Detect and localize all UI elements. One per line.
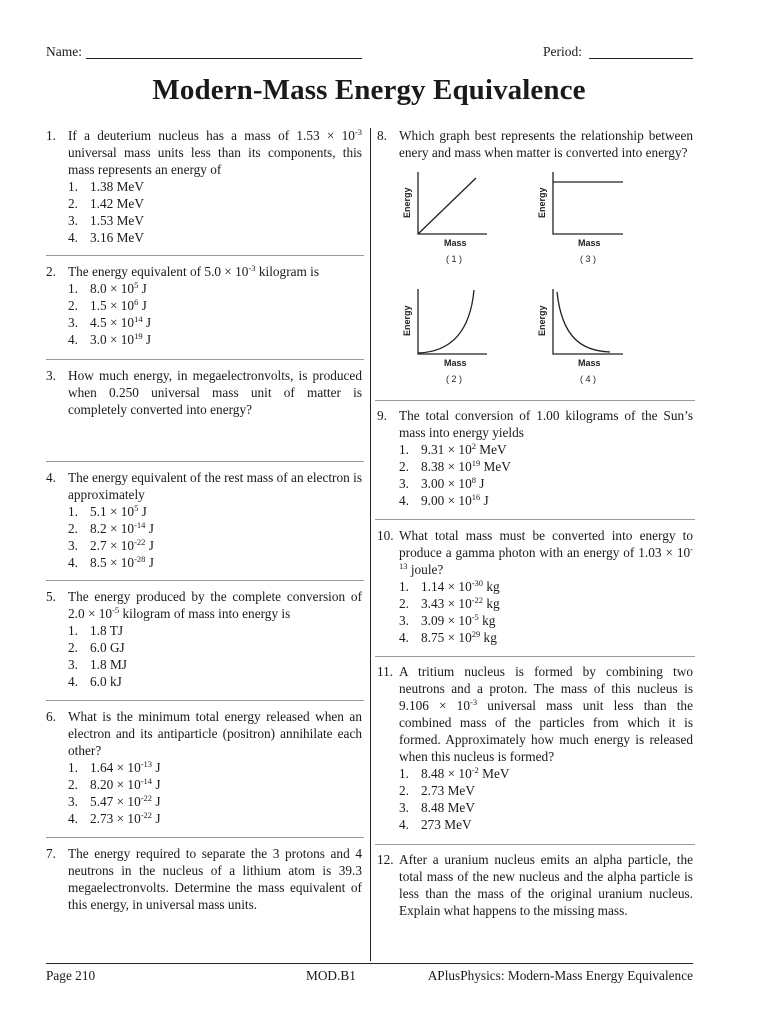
module-code: MOD.B1 [306, 968, 356, 983]
energy-mass-graphs [392, 168, 692, 398]
answer-option[interactable] [68, 331, 362, 348]
option-number: 2. [399, 459, 409, 474]
answer-option[interactable] [68, 622, 362, 639]
answer-option[interactable] [399, 458, 693, 475]
question-text: The energy required to separate the 3 protons and 4 neutrons in the nucleus of a lithium atom is 39.3 megaelectronvolts. Determine the mass equivalent of this energy, in universal mass units. [68, 846, 362, 912]
question-text: Which graph best represents the relationship between enery and mass when matter is converted into energy? [399, 128, 693, 160]
question-number: 11. [377, 664, 394, 679]
question-number: 1. [46, 128, 56, 143]
answer-option[interactable] [68, 639, 362, 656]
option-number: 4. [68, 674, 78, 689]
footer-source: APlusPhysics: Modern-Mass Energy Equivalence [427, 968, 693, 983]
question-11 [377, 663, 693, 833]
option-number: 1. [399, 442, 409, 457]
option-number: 1. [399, 766, 409, 781]
option-text: 3.16 MeV [90, 230, 144, 245]
period-field[interactable] [589, 58, 693, 59]
option-number: 2. [68, 521, 78, 536]
answer-option[interactable] [399, 765, 693, 782]
option-text: $8.38 \times 10^{19}$ MeV [421, 458, 511, 474]
question-number: 12. [377, 852, 394, 867]
option-number: 1. [68, 760, 78, 775]
option-text: $3.09 \times 10^{-5}$ kg [421, 612, 496, 628]
option-number: 4. [399, 817, 409, 832]
option-number: 3. [399, 800, 409, 815]
question-number: 7. [46, 846, 56, 861]
option-number: 2. [68, 640, 78, 655]
graph-4-xlabel: Mass [578, 358, 601, 368]
option-number: 2. [399, 596, 409, 611]
answer-option[interactable] [68, 297, 362, 314]
option-number: 4. [68, 230, 78, 245]
question-text: After a uranium nucleus emits an alpha particle, the total mass of the new nucleus and the alpha particle is less than the mass of the original uranium nucleus. Explain what happens to the missing mass. [399, 852, 693, 918]
option-number: 4. [68, 555, 78, 570]
graph-4-ylabel: Energy [537, 305, 547, 336]
answer-option[interactable] [68, 280, 362, 297]
option-text: 2.73 MeV [421, 783, 475, 798]
option-number: 3. [68, 213, 78, 228]
graph-1-xlabel: Mass [444, 238, 467, 248]
option-text: $8.2 \times 10^{-14}$ J [90, 520, 154, 536]
question-separator [46, 255, 364, 256]
question-separator [375, 519, 695, 520]
question-number: 9. [377, 408, 387, 423]
answer-option[interactable] [399, 595, 693, 612]
option-number: 3. [68, 657, 78, 672]
option-number: 3. [68, 794, 78, 809]
question-4 [46, 469, 362, 571]
question-text: A tritium nucleus is formed by combining two neutrons and a proton. The mass of this nucleus is $9.106 \times 10^{-3}$ universal mass unit less than the combined mass of the particles from which it is formed. Approximately how much energy is released when this nucleus is formed? [399, 664, 693, 764]
answer-option[interactable] [68, 554, 362, 571]
graph-3-caption: ( 3 ) [580, 254, 597, 264]
answer-option[interactable] [399, 629, 693, 646]
option-text: 273 MeV [421, 817, 472, 832]
option-text: $9.00 \times 10^{16}$ J [421, 492, 489, 508]
question-text: What total mass must be converted into energy to produce a gamma photon with an energy of $1.03 \times 10^{-13}$ joule? [399, 528, 693, 577]
option-text: $1.14 \times 10^{-30}$ kg [421, 578, 500, 594]
answer-option[interactable] [68, 793, 362, 810]
option-number: 4. [68, 811, 78, 826]
answer-option[interactable] [68, 178, 362, 195]
option-number: 2. [399, 783, 409, 798]
option-text: 1.8 MJ [90, 657, 127, 672]
option-number: 1. [68, 179, 78, 194]
option-text: $9.31 \times 10^2$ MeV [421, 441, 507, 457]
question-number: 6. [46, 709, 56, 724]
option-text: $1.5 \times 10^6$ J [90, 297, 147, 313]
answer-option[interactable] [399, 578, 693, 595]
option-number: 3. [399, 476, 409, 491]
question-text: How much energy, in megaelectronvolts, is produced when 0.250 universal mass unit of matter is completely converted into energy? [68, 368, 362, 417]
answer-option[interactable] [399, 492, 693, 509]
option-text: $8.20 \times 10^{-14}$ J [90, 776, 161, 792]
option-number: 2. [68, 777, 78, 792]
question-1 [46, 127, 362, 246]
answer-option[interactable] [68, 212, 362, 229]
question-8 [377, 127, 693, 161]
name-label: Name: [46, 44, 82, 59]
answer-option[interactable] [68, 229, 362, 246]
answer-option[interactable] [68, 776, 362, 793]
answer-option[interactable] [68, 759, 362, 776]
graph-3-xlabel: Mass [578, 238, 601, 248]
graph-3 [553, 172, 623, 234]
option-number: 3. [399, 613, 409, 628]
question-text: What is the minimum total energy released when an electron and its antiparticle (positron) annihilate each other? [68, 709, 362, 758]
option-text: 1.8 TJ [90, 623, 124, 638]
footer-rule [46, 963, 693, 964]
option-text: $2.7 \times 10^{-22}$ J [90, 537, 154, 553]
question-text: The energy equivalent of $5.0 \times 10^{-3}$ kilogram is [68, 263, 320, 279]
answer-option[interactable] [399, 475, 693, 492]
answer-option[interactable] [68, 503, 362, 520]
option-text: $5.47 \times 10^{-22}$ J [90, 793, 161, 809]
answer-option[interactable] [399, 441, 693, 458]
graph-3-ylabel: Energy [537, 187, 547, 218]
answer-option[interactable] [68, 520, 362, 537]
question-3 [46, 367, 362, 418]
question-7 [46, 845, 362, 913]
answer-option[interactable] [68, 656, 362, 673]
graph-2-xlabel: Mass [444, 358, 467, 368]
question-number: 2. [46, 264, 56, 279]
option-text: $3.43 \times 10^{-22}$ kg [421, 595, 500, 611]
option-text: $8.48 \times 10^{-2}$ MeV [421, 765, 510, 781]
option-number: 4. [399, 493, 409, 508]
graph-1 [418, 172, 487, 234]
answer-option[interactable] [399, 782, 693, 799]
option-number: 2. [68, 298, 78, 313]
option-text: $4.5 \times 10^{14}$ J [90, 314, 152, 330]
question-10 [377, 527, 693, 646]
answer-option[interactable] [399, 799, 693, 816]
option-number: 4. [68, 332, 78, 347]
answer-option[interactable] [399, 612, 693, 629]
option-text: $3.00 \times 10^8$ J [421, 475, 485, 491]
answer-option[interactable] [68, 537, 362, 554]
question-12 [377, 851, 693, 919]
graph-1-caption: ( 1 ) [446, 254, 463, 264]
option-text: $2.73 \times 10^{-22}$ J [90, 810, 161, 826]
option-text: 6.0 kJ [90, 674, 122, 689]
option-number: 1. [68, 623, 78, 638]
question-separator [46, 580, 364, 581]
option-number: 3. [68, 315, 78, 330]
option-text: $1.64 \times 10^{-13}$ J [90, 759, 161, 775]
question-separator [46, 837, 364, 838]
graph-4 [553, 289, 623, 354]
answer-option[interactable] [68, 673, 362, 690]
question-separator [375, 400, 695, 401]
name-field[interactable] [86, 58, 362, 59]
option-text: 1.53 MeV [90, 213, 144, 228]
graph-2-ylabel: Energy [402, 305, 412, 336]
question-number: 8. [377, 128, 387, 143]
question-9 [377, 407, 693, 509]
page-title: Modern-Mass Energy Equivalence [152, 74, 586, 106]
option-text: $8.5 \times 10^{-28}$ J [90, 554, 154, 570]
question-number: 4. [46, 470, 56, 485]
answer-option[interactable] [68, 195, 362, 212]
period-label: Period: [543, 44, 582, 59]
option-number: 4. [399, 630, 409, 645]
option-text: $8.0 \times 10^5$ J [90, 280, 147, 296]
question-separator [46, 461, 364, 462]
answer-option[interactable] [399, 816, 693, 833]
option-number: 1. [68, 504, 78, 519]
option-text: 1.38 MeV [90, 179, 144, 194]
option-number: 1. [68, 281, 78, 296]
option-text: $8.75 \times 10^{29}$ kg [421, 629, 497, 645]
graph-2 [418, 289, 487, 354]
option-number: 2. [68, 196, 78, 211]
option-number: 1. [399, 579, 409, 594]
option-text: $3.0 \times 10^{19}$ J [90, 331, 152, 347]
question-separator [46, 359, 364, 360]
question-number: 5. [46, 589, 56, 604]
question-number: 10. [377, 528, 394, 543]
option-text: 8.48 MeV [421, 800, 475, 815]
graph-2-caption: ( 2 ) [446, 374, 463, 384]
question-6 [46, 708, 362, 827]
question-text: The energy produced by the complete conversion of $2.0 \times 10^{-5}$ kilogram of mass into energy is [68, 589, 362, 621]
question-5 [46, 588, 362, 690]
question-text: If a deuterium nucleus has a mass of $1.53 \times 10^{-3}$ universal mass units less than its components, this mass represents an energy of [68, 127, 362, 177]
question-separator [375, 844, 695, 845]
option-text: 1.42 MeV [90, 196, 144, 211]
question-text: The energy equivalent of the rest mass of an electron is approximately [68, 470, 362, 502]
graph-4-caption: ( 4 ) [580, 374, 597, 384]
question-2 [46, 263, 362, 348]
question-separator [46, 700, 364, 701]
question-number: 3. [46, 368, 56, 383]
option-text: 6.0 GJ [90, 640, 125, 655]
answer-option[interactable] [68, 810, 362, 827]
option-text: $5.1 \times 10^5$ J [90, 503, 147, 519]
page-number: Page 210 [46, 968, 96, 983]
question-separator [375, 656, 695, 657]
graph-1-ylabel: Energy [402, 187, 412, 218]
column-divider [370, 128, 371, 961]
option-number: 3. [68, 538, 78, 553]
answer-option[interactable] [68, 314, 362, 331]
question-text: The total conversion of 1.00 kilograms of the Sun’s mass into energy yields [399, 408, 693, 440]
